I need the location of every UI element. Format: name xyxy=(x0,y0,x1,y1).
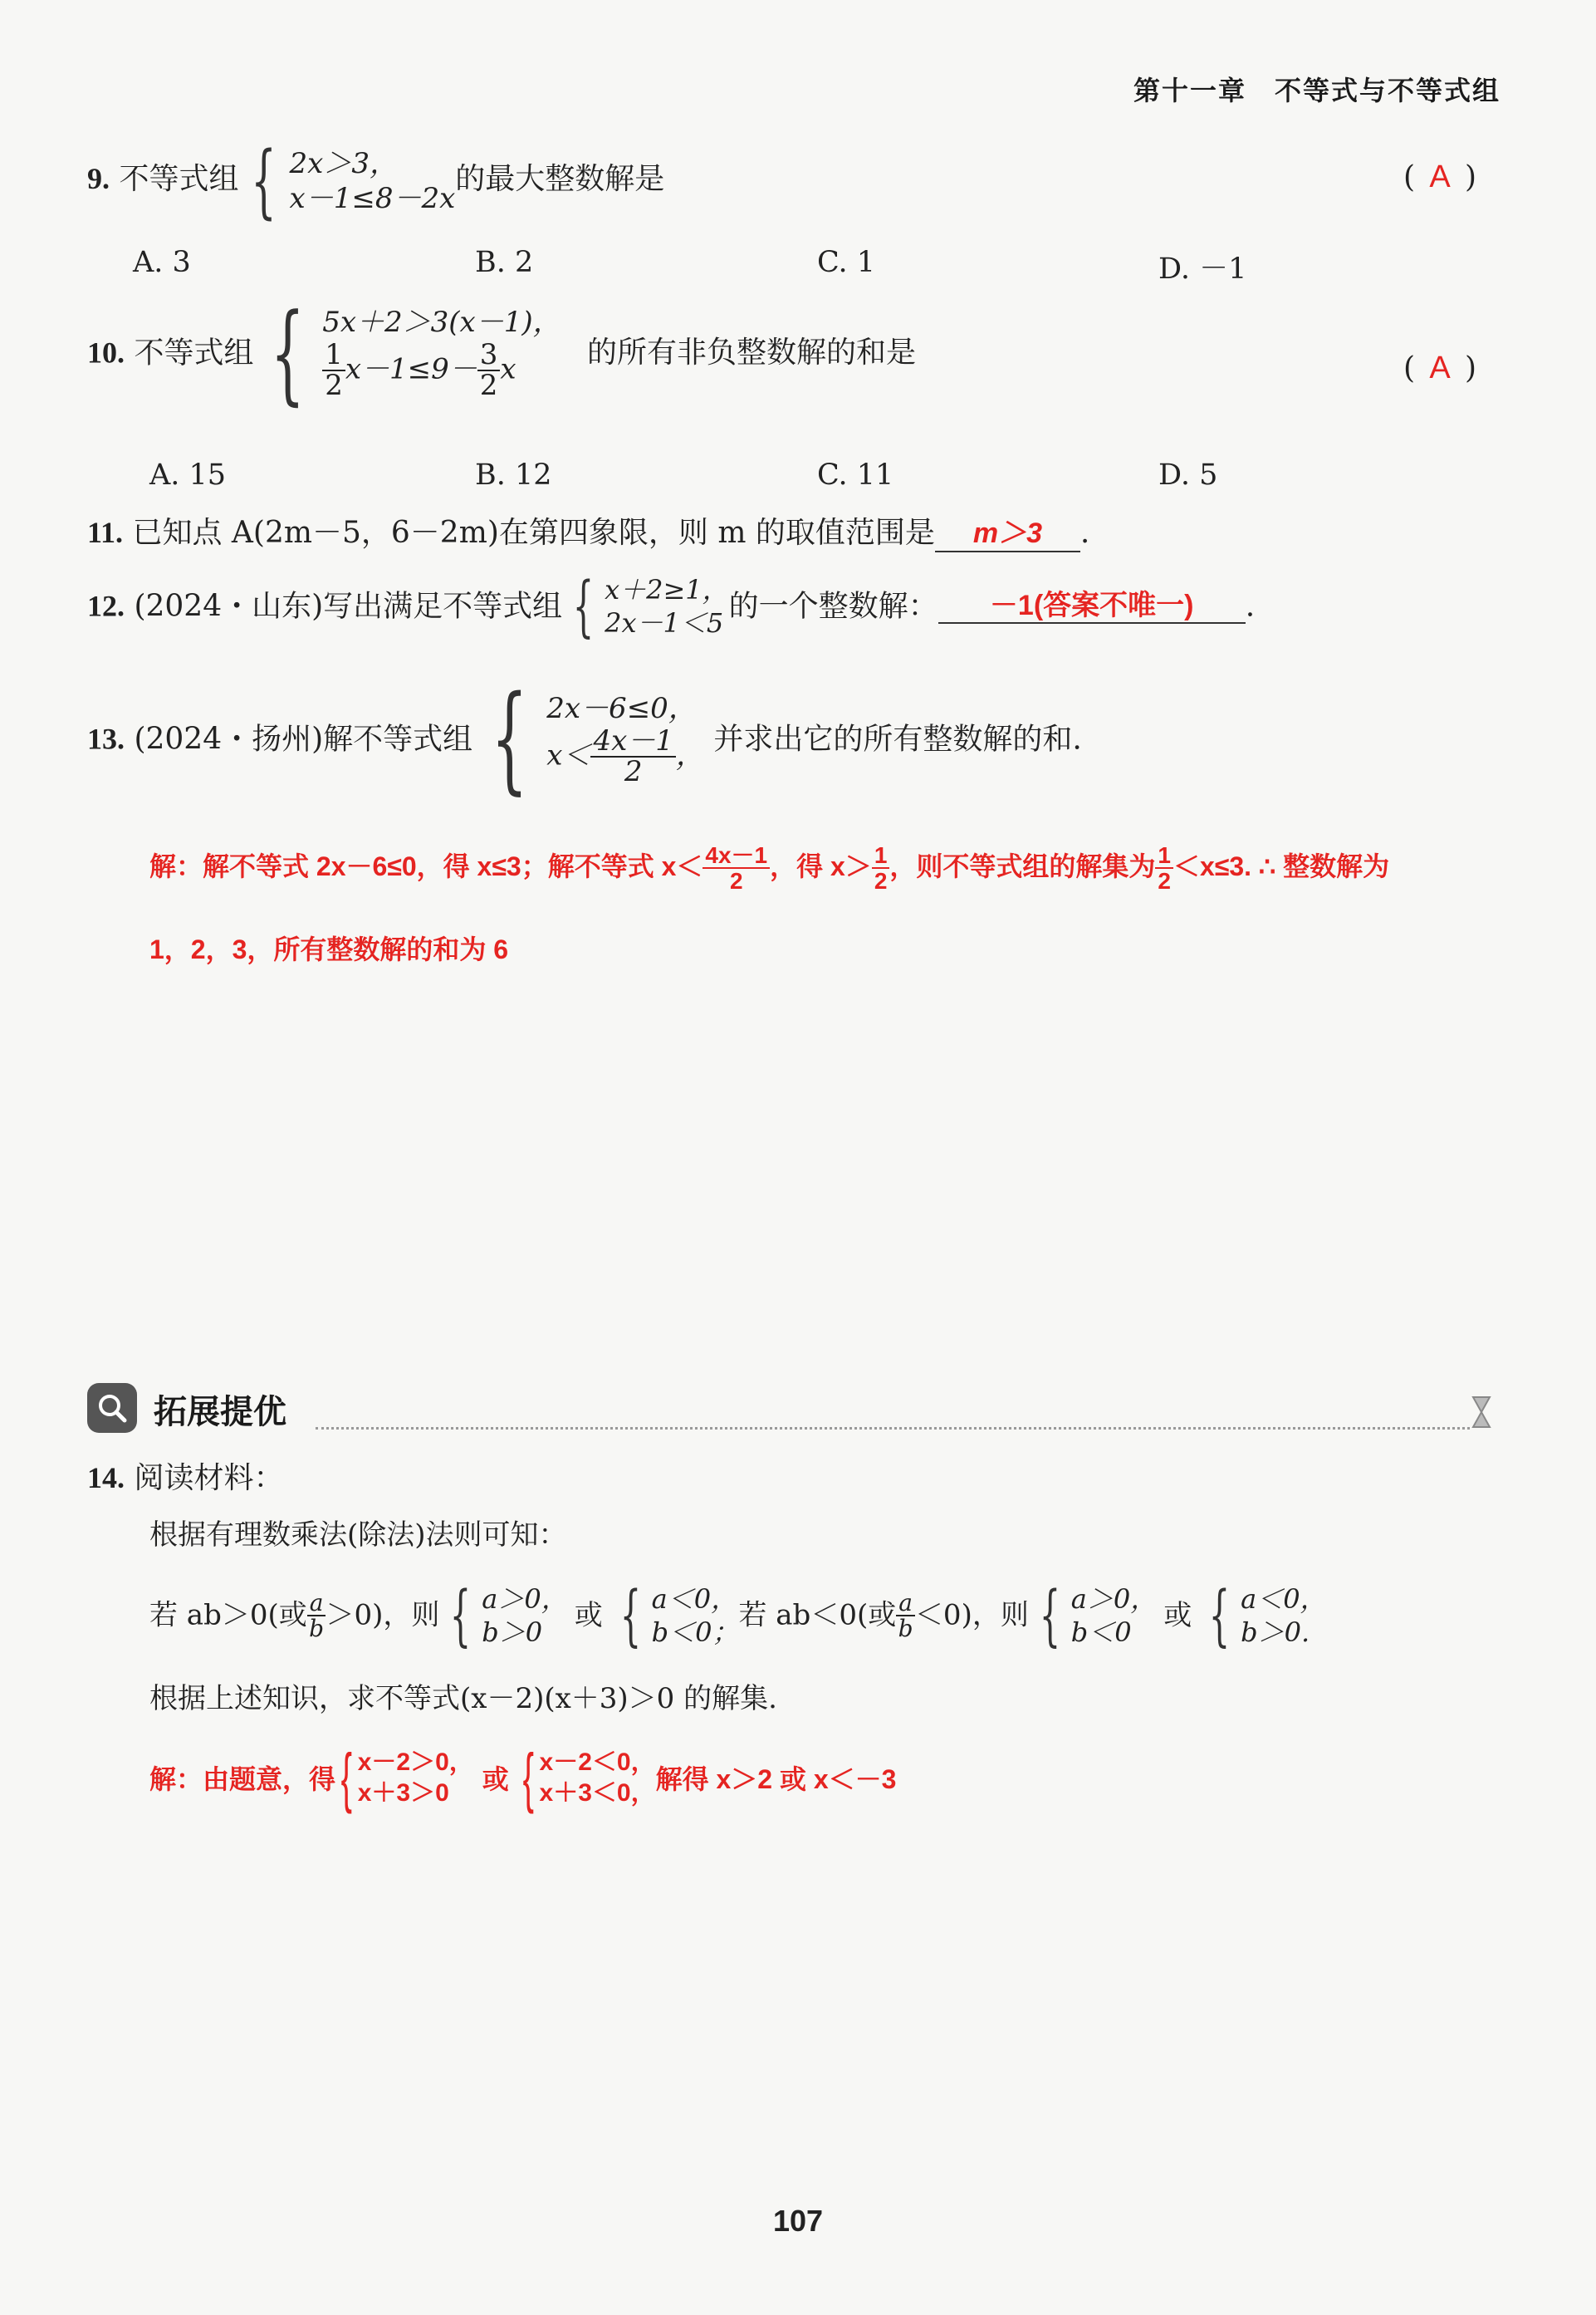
material-rule: 根据有理数乘法(除法)法则可知： xyxy=(149,1518,567,1552)
question-number: 11. xyxy=(87,516,124,549)
option-b: B. 12 xyxy=(475,459,552,492)
answer-blank: －1(答案不唯一) xyxy=(938,589,1246,625)
option-d: D. －1 xyxy=(1158,253,1247,286)
solution-13: 解：解不等式 2x－6≤0，得 x≤3；解不等式 x＜ $\frac{4x-1}{2}$ ，得 x＞ $\frac{1}{2}$ ，则不等式组的解集为 $\frac{1}{2}$ ＜x≤3. ∴ 整数解为 xyxy=(149,842,1390,895)
question-lead: 不等式组 xyxy=(119,162,239,196)
section-title: 拓展提优 xyxy=(154,1393,286,1431)
solution-14: 解：由题意，得{ x－2＞0， x＋3＞0 或 { x－2＜0， x＋3＜0， 解得 x＞2 或 x＜－3 xyxy=(149,1740,897,1814)
system: 2x＞3， x－1≤8－2x xyxy=(289,146,456,215)
search-icon xyxy=(87,1383,137,1433)
brace-icon: { xyxy=(619,1577,641,1654)
question-tail: 的所有非负整数解的和是 xyxy=(587,336,917,370)
chapter-header: 第十一章 不等式与不等式组 xyxy=(1133,75,1501,106)
answer-paren-9: ( A ) xyxy=(1403,159,1477,194)
solution-13-line2: 1，2，3，所有整数解的和为 6 xyxy=(149,934,509,964)
question-11: 11. 已知点 A(2m－5，6－2m)在第四象限，则 m 的取值范围是 m＞3 . xyxy=(87,515,1089,552)
material-conditions: 若 ab＞0(或 $\frac{a}{b}$ ＞0)，则 { a＞0， b＞0 或 { a＜0， b＜0； 若 ab＜0(或 $\frac{a}{b}$ ＜0)，则 { a＞0， b＜0 或 { a＜0， b＞0. xyxy=(149,1577,1327,1654)
question-14-ask: 根据上述知识，求不等式(x－2)(x＋3)＞0 的解集. xyxy=(149,1682,777,1715)
option-a: A. 3 xyxy=(133,246,191,279)
brace-icon: { xyxy=(491,671,528,807)
question-tail: 并求出它的所有整数解的和. xyxy=(713,722,1082,757)
question-number: 12. xyxy=(87,589,125,623)
section-divider xyxy=(316,1427,1470,1430)
option-c: C. 1 xyxy=(817,246,876,279)
option-a: A. 15 xyxy=(149,459,227,492)
question-14 xyxy=(87,1460,283,1496)
question-number: 13. xyxy=(87,722,125,756)
answer: A xyxy=(1429,351,1451,385)
question-text: 已知点 A(2m－5，6－2m)在第四象限，则 m 的取值范围是 xyxy=(132,516,935,550)
question-intro: 阅读材料： xyxy=(134,1461,284,1495)
brace-icon: { xyxy=(340,1740,353,1814)
brace-icon: { xyxy=(450,1577,472,1654)
question-number: 14. xyxy=(87,1461,125,1494)
question-lead: 不等式组 xyxy=(134,336,254,370)
question-tail: 的最大整数解是 xyxy=(455,162,665,196)
brace-icon: { xyxy=(1208,1577,1231,1654)
question-9 xyxy=(87,135,665,228)
system: x＋2≥1， 2x－1＜5 xyxy=(605,574,729,639)
question-13 xyxy=(87,671,1082,807)
option-c: C. 11 xyxy=(817,459,894,492)
system: 5x＋2＞3(x－1)， $\frac{1}{2}$ x－1≤9－ $\frac{3}{2}$ x xyxy=(322,306,561,403)
question-number: 10. xyxy=(87,336,125,370)
brace-icon: { xyxy=(251,135,277,228)
question-number: 9. xyxy=(87,162,110,195)
system: 2x－6≤0， x＜ $\frac{4x-1}{2}$ ， xyxy=(546,692,704,789)
option-b: B. 2 xyxy=(475,246,534,279)
brace-icon: { xyxy=(522,1740,534,1814)
brace-icon: { xyxy=(1039,1577,1061,1654)
page-number: 107 xyxy=(772,2204,824,2238)
question-text: (2024・山东)写出满足不等式组 xyxy=(134,589,563,624)
question-tail: 的一个整数解： xyxy=(728,589,938,624)
hourglass-icon xyxy=(1470,1395,1493,1429)
answer-blank: m＞3 xyxy=(935,517,1080,552)
question-text: (2024・扬州)解不等式组 xyxy=(134,722,473,757)
answer-paren-10: ( A ) xyxy=(1403,351,1477,385)
brace-icon: { xyxy=(271,290,306,416)
answer: A xyxy=(1429,159,1451,194)
question-10 xyxy=(87,290,917,416)
option-d: D. 5 xyxy=(1158,459,1218,492)
question-12: 12. (2024・山东)写出满足不等式组 { x＋2≥1， 2x－1＜5 的一个整数解： －1(答案不唯一) . xyxy=(87,567,1256,645)
brace-icon: { xyxy=(572,567,595,645)
